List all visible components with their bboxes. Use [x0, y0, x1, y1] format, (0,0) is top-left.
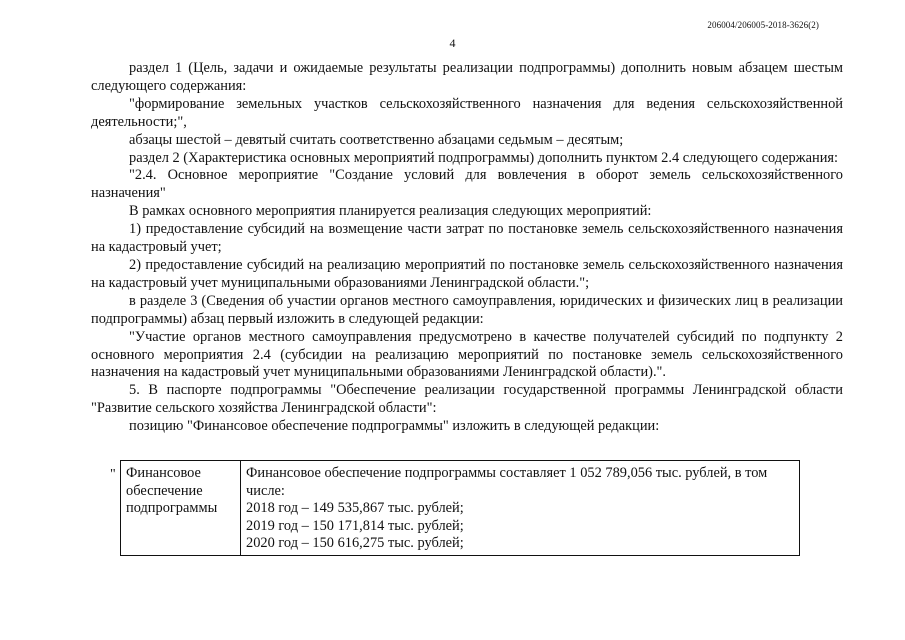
paragraph: 2) предоставление субсидий на реализацию мероприятий по постановке земель сельскохозяйственного назначения на кадастровый учет муниципальными образованиями Ленинградской области."; [91, 256, 843, 291]
paragraph: "2.4. Основное мероприятие "Создание условий для вовлечения в оборот земель сельскохозяйственного назначения" [91, 167, 843, 202]
paragraph: "формирование земельных участков сельскохозяйственного назначения для ведения сельскохозяйственной деятельности;", [91, 95, 843, 130]
paragraph: "Участие органов местного самоуправления предусмотрено в качестве получателей субсидий по подпункту 2 основного мероприятия 2.4 (субсидии на реализацию мероприятий по постановке земель сельскохозяйственного назначения на кадастровый учет муниципальными образованиями Ленинградской области).". [91, 328, 843, 381]
paragraph: В рамках основного мероприятия планируется реализация следующих мероприятий: [129, 203, 652, 220]
funding-year-line: 2020 год – 150 616,275 тыс. рублей; [246, 535, 464, 552]
funding-year-line: 2018 год – 149 535,867 тыс. рублей; [246, 500, 464, 517]
document-code: 206004/206005-2018-3626(2) [707, 20, 819, 30]
table-row [121, 461, 800, 556]
paragraph: раздел 2 (Характеристика основных мероприятий подпрограммы) дополнить пунктом 2.4 следующего содержания: [129, 149, 839, 166]
funding-total-line: Финансовое обеспечение подпрограммы составляет 1 052 789,056 тыс. рублей, в том числе: [246, 465, 768, 499]
funding-value-cell [241, 461, 800, 556]
paragraph: позицию "Финансовое обеспечение подпрограммы" изложить в следующей редакции: [129, 418, 660, 435]
document-body [91, 60, 843, 436]
paragraph: раздел 1 (Цель, задачи и ожидаемые результаты реализации подпрограммы) дополнить новым абзацем шестым следующего содержания: [91, 60, 843, 94]
paragraph: 1) предоставление субсидий на возмещение части затрат по постановке земель сельскохозяйственного назначения на кадастровый учет; [91, 221, 843, 256]
paragraph: в разделе 3 (Сведения об участии органов местного самоуправления, юридических и физических лиц в реализации подпрограммы) абзац первый изложить в следующей редакции: [91, 292, 843, 327]
paragraph: абзацы шестой – девятый считать соответственно абзацами седьмым – десятым; [129, 131, 624, 148]
funding-label-cell: Финансовое обеспечение подпрограммы [121, 461, 241, 556]
page-number: 4 [449, 36, 456, 50]
funding-year-line: 2019 год – 150 171,814 тыс. рублей; [246, 517, 464, 534]
table-open-quote: " [110, 467, 116, 482]
funding-table [120, 460, 800, 556]
paragraph: 5. В паспорте подпрограммы "Обеспечение реализации государственной программы Ленинградской области "Развитие сельского хозяйства Ленинградской области": [91, 382, 843, 417]
